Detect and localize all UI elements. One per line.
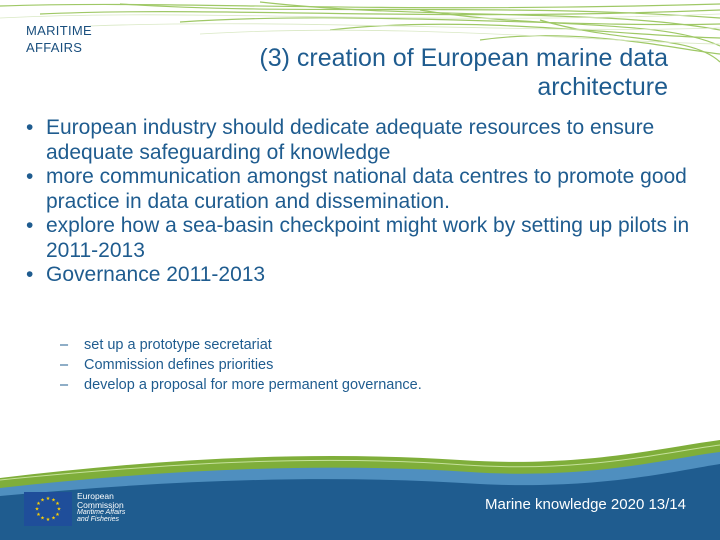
bullet-text: Governance 2011-2013 (46, 263, 266, 286)
svg-text:★: ★ (55, 501, 60, 507)
svg-text:★: ★ (56, 506, 62, 513)
title-line-2: architecture (537, 73, 668, 101)
brand-line-2: AFFAIRS (26, 40, 83, 55)
ec-logo (24, 492, 144, 528)
svg-text:★: ★ (51, 497, 56, 504)
sub-bullet-dash: – (60, 337, 69, 353)
sub-bullet-item (60, 335, 660, 355)
svg-text:★: ★ (45, 517, 51, 523)
bullet-dot: • (26, 214, 34, 237)
svg-text:★: ★ (40, 515, 45, 522)
eu-flag-icon (24, 492, 72, 526)
svg-text:★: ★ (36, 512, 41, 518)
svg-text:★: ★ (51, 515, 56, 522)
svg-text:★: ★ (36, 501, 41, 507)
brand-label (26, 22, 92, 56)
sub-bullet-dash: – (60, 377, 69, 393)
bullet-text: more communication amongst national data centres to promote good practice in data curation and dissemination. (46, 165, 687, 213)
sub-bullet-list (60, 335, 660, 395)
sub-bullet-text: Commission defines priorities (84, 357, 274, 373)
svg-text:★: ★ (55, 512, 60, 518)
logo-line-4: and Fisheries (77, 516, 120, 523)
brand-line-1: MARITIME (26, 23, 92, 38)
bullet-item (26, 116, 691, 165)
bullet-dot: • (26, 165, 34, 188)
bullet-text: explore how a sea-basin checkpoint might work by setting up pilots in 2011-2013 (46, 214, 690, 262)
bullet-text: European industry should dedicate adequate resources to ensure adequate safeguarding of knowledge (46, 116, 655, 164)
sub-bullet-item (60, 355, 660, 375)
bullet-item (26, 214, 691, 263)
bullet-list (26, 116, 691, 288)
sub-bullet-dash: – (60, 357, 69, 373)
sub-bullet-text: set up a prototype secretariat (84, 337, 272, 353)
bullet-item (26, 263, 691, 288)
sub-bullet-item (60, 375, 660, 395)
sub-bullet-text: develop a proposal for more permanent governance. (84, 377, 422, 393)
ec-logo-text (77, 492, 125, 523)
logo-line-3: Maritime Affairs (77, 509, 126, 516)
logo-line-1: European (77, 491, 114, 501)
bullet-dot: • (26, 116, 34, 139)
logo-line-2: Commission (77, 499, 124, 510)
bullet-dot: • (26, 263, 34, 286)
title-line-1: (3) creation of European marine data (259, 44, 668, 72)
slide-number-label: Marine knowledge 2020 13/14 (485, 496, 686, 513)
svg-text:★: ★ (45, 496, 51, 502)
slide-title (150, 44, 668, 102)
svg-text:★: ★ (34, 506, 40, 513)
bullet-item (26, 165, 691, 214)
svg-text:★: ★ (40, 497, 45, 504)
